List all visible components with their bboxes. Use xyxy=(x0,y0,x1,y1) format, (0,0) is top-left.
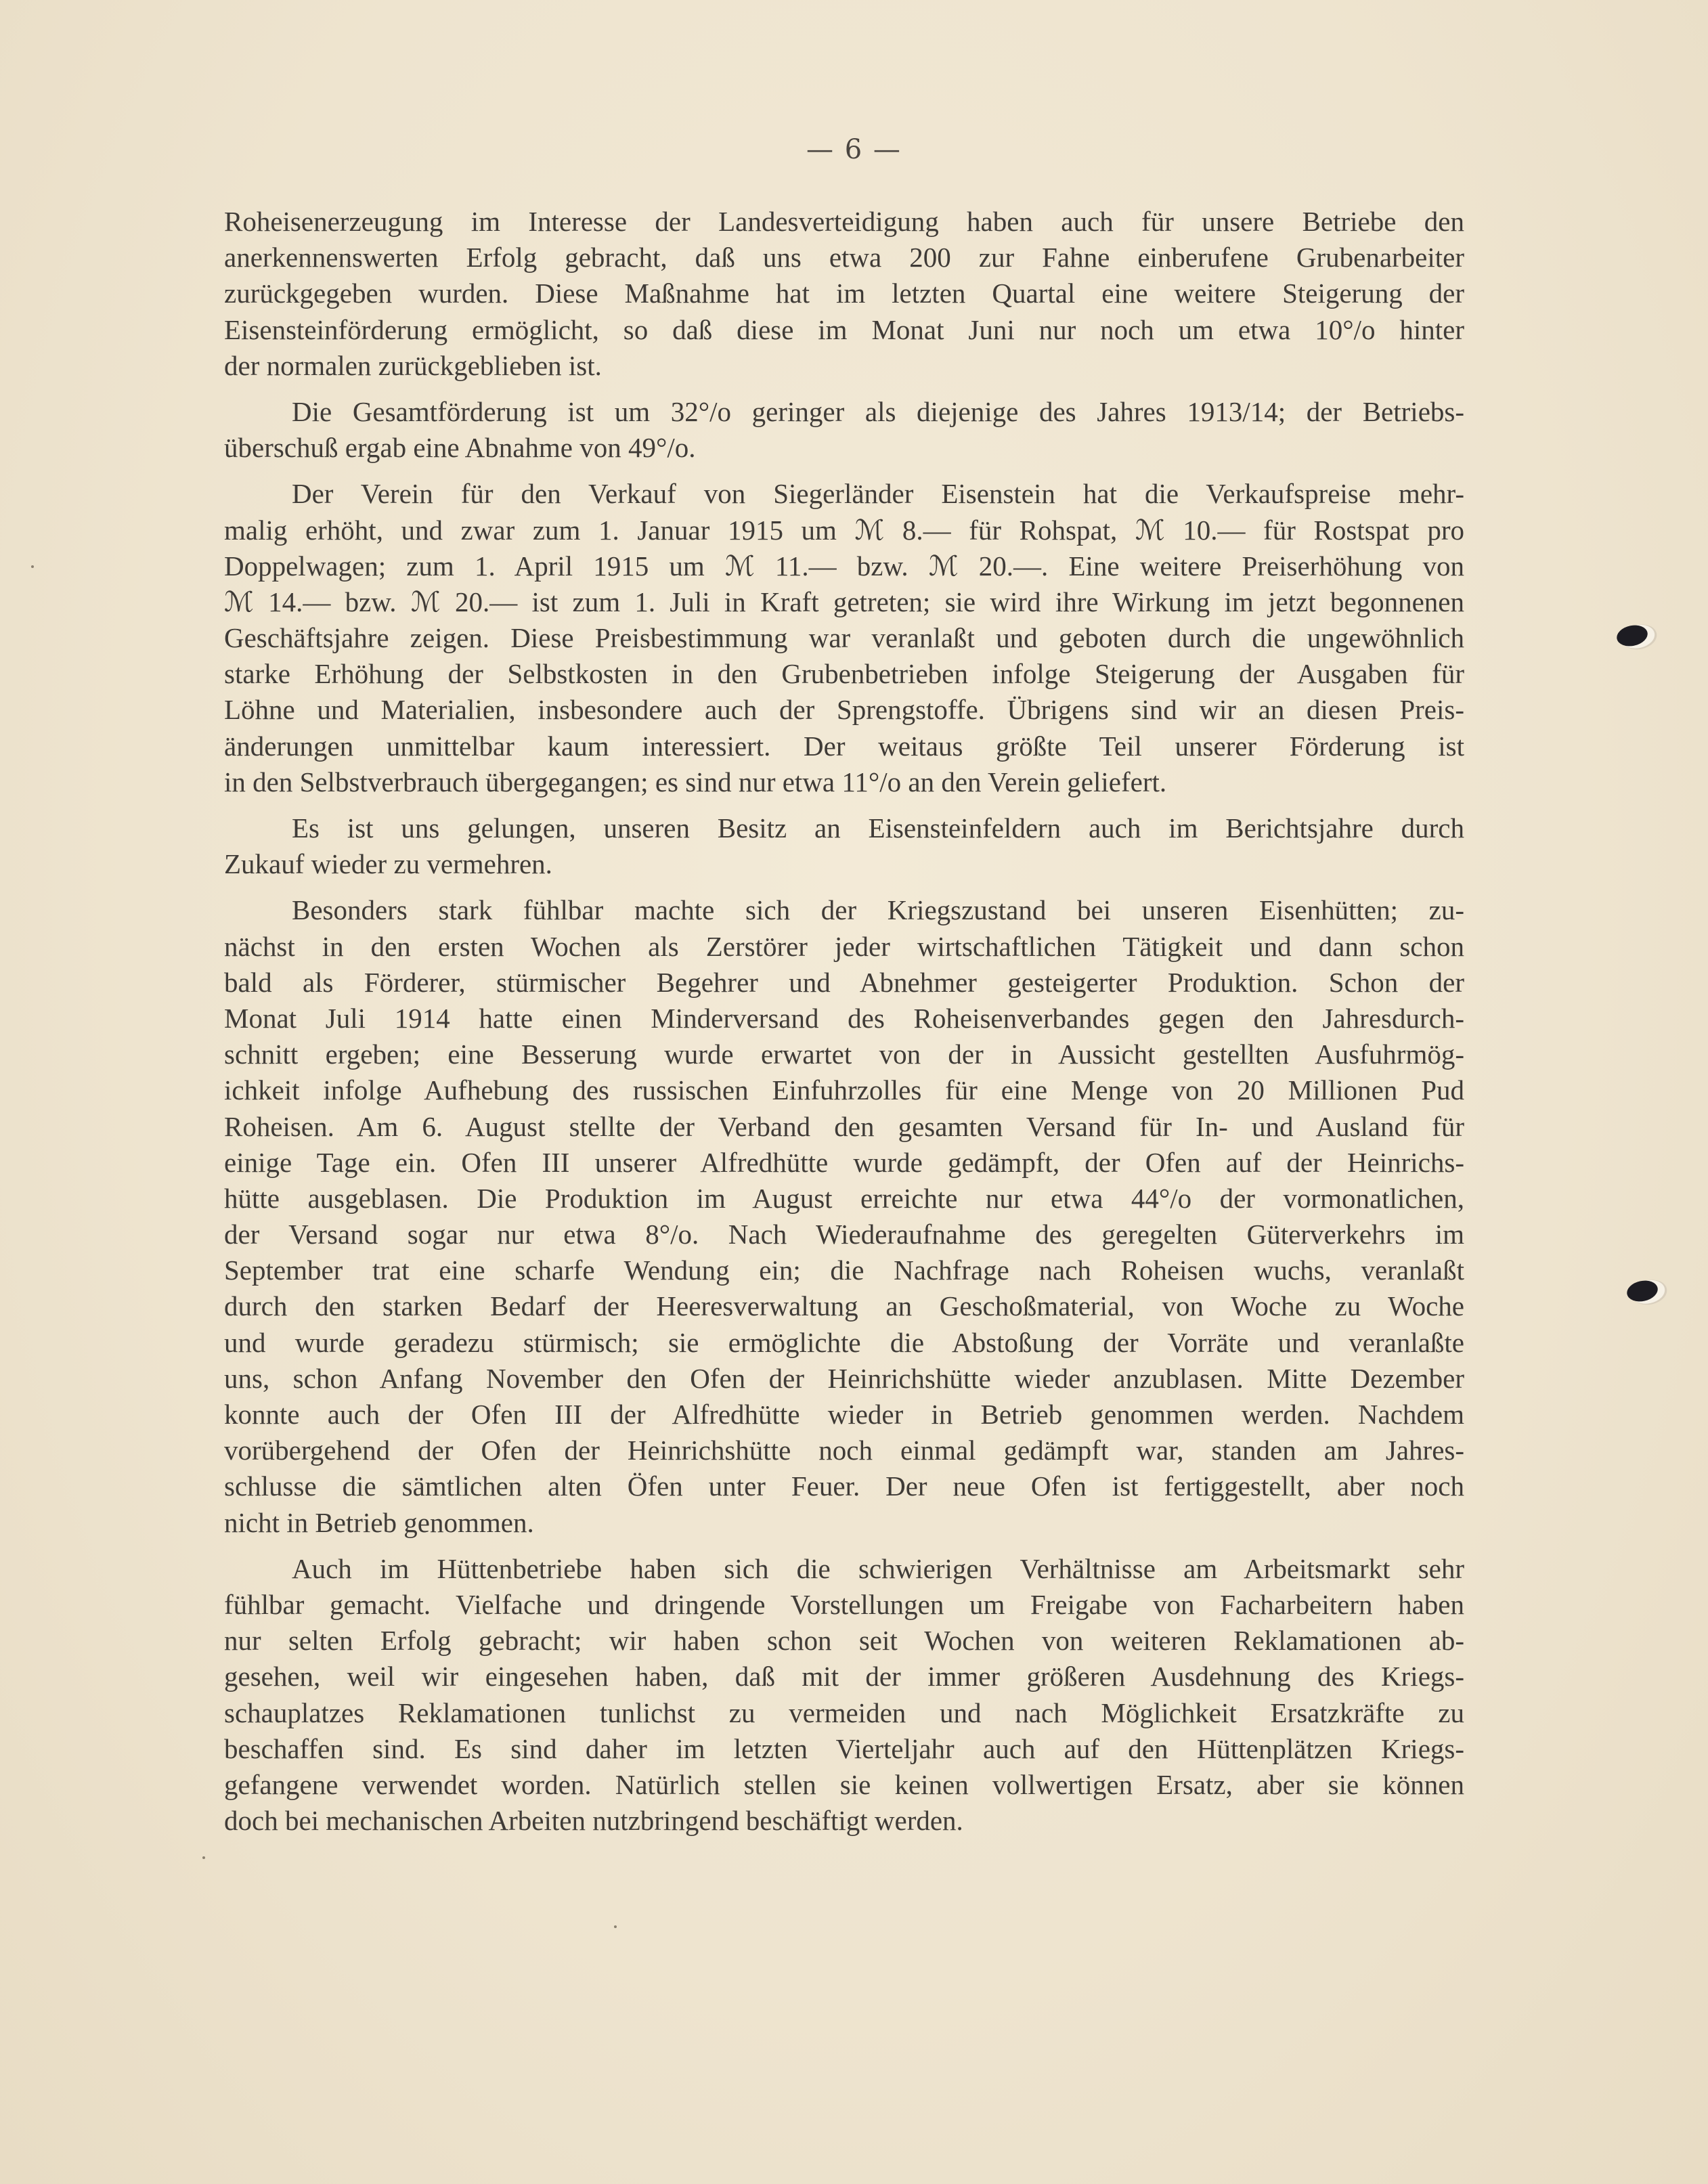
text-line: ℳ 14.— bzw. ℳ 20.— ist zum 1. Juli in Kraft getreten; sie wird ihre Wirkung im jetzt begonnenen xyxy=(224,586,1464,617)
text-line: durch den starken Bedarf der Heeresverwaltung an Geschoßmaterial, von Woche zu Woche xyxy=(224,1290,1464,1322)
text-line: Roheisenerzeugung im Interesse der Landesverteidigung haben auch für unsere Betriebe den xyxy=(224,206,1464,237)
text-line: schlusse die sämtlichen alten Öfen unter Feuer. Der neue Ofen ist fertiggestellt, aber noch xyxy=(224,1470,1464,1502)
text-line: Roheisen. Am 6. August stellte der Verband den gesamten Versand für In- und Ausland für xyxy=(224,1110,1464,1142)
text-line: konnte auch der Ofen III der Alfredhütte wieder in Betrieb genommen werden. Nachdem xyxy=(224,1399,1464,1430)
text-line: überschuß ergab eine Abnahme von 49°/o. xyxy=(224,432,696,464)
text-line: schnitt ergeben; eine Besserung wurde erwartet von der in Aussicht gestellten Ausfuhrmög- xyxy=(224,1039,1464,1070)
text-line: beschaffen sind. Es sind daher im letzten Vierteljahr auch auf den Hüttenplätzen Kriegs- xyxy=(224,1732,1464,1764)
text-line: Geschäftsjahre zeigen. Diese Preisbestimmung war veranlaßt und geboten durch die ungewöhnlich xyxy=(224,622,1464,654)
text-line: Löhne und Materialien, insbesondere auch der Sprengstoffe. Übrigens sind wir an diesen Preis- xyxy=(224,694,1464,726)
text-line: September trat eine scharfe Wendung ein; die Nachfrage nach Roheisen wuchs, veranlaßt xyxy=(224,1254,1464,1286)
text-line: Der Verein für den Verkauf von Siegerländer Eisenstein hat die Verkaufspreise mehr- xyxy=(292,478,1464,510)
paper-speck xyxy=(31,565,34,568)
text-line: ichkeit infolge Aufhebung des russischen Einfuhrzolles für eine Menge von 20 Millionen Pud xyxy=(224,1074,1464,1106)
text-line: Zukauf wieder zu vermehren. xyxy=(224,848,552,880)
text-line: Doppelwagen; zum 1. April 1915 um ℳ 11.— bzw. ℳ 20.—. Eine weitere Preiserhöhung von xyxy=(224,550,1464,582)
text-line: starke Erhöhung der Selbstkosten in den Grubenbetrieben infolge Steigerung der Ausgaben für xyxy=(224,658,1464,690)
paragraph xyxy=(224,204,1464,384)
body-text xyxy=(224,204,1464,1849)
text-line: hütte ausgeblasen. Die Produktion im August erreichte nur etwa 44°/o der vormonatlichen, xyxy=(224,1182,1464,1214)
paragraph xyxy=(224,476,1464,800)
text-line: Die Gesamtförderung ist um 32°/o geringer als diejenige des Jahres 1913/14; der Betriebs- xyxy=(292,395,1464,427)
text-line: bald als Förderer, stürmischer Begehrer und Abnehmer gesteigerter Produktion. Schon der xyxy=(224,966,1464,998)
text-line: der normalen zurückgeblieben ist. xyxy=(224,349,602,381)
paper-speck xyxy=(202,1856,205,1859)
text-line: Es ist uns gelungen, unseren Besitz an Eisensteinfeldern auch im Berichtsjahre durch xyxy=(292,812,1464,844)
text-line: fühlbar gemacht. Vielfache und dringende Vorstellungen um Freigabe von Facharbeitern haben xyxy=(224,1588,1464,1620)
text-line: schauplatzes Reklamationen tunlichst zu vermeiden und nach Möglichkeit Ersatzkräfte zu xyxy=(224,1697,1464,1728)
text-line: malig erhöht, und zwar zum 1. Januar 1915 um ℳ 8.— für Rohspat, ℳ 10.— für Rostspat pro xyxy=(224,514,1464,546)
paragraph xyxy=(224,394,1464,466)
text-line: in den Selbstverbrauch übergegangen; es sind nur etwa 11°/o an den Verein geliefert. xyxy=(224,766,1167,798)
paper-speck xyxy=(614,1925,617,1928)
text-line: Auch im Hüttenbetriebe haben sich die schwierigen Verhältnisse am Arbeitsmarkt sehr xyxy=(292,1552,1464,1584)
text-line: gefangene verwendet worden. Natürlich stellen sie keinen vollwertigen Ersatz, aber sie können xyxy=(224,1768,1464,1800)
paragraph xyxy=(224,810,1464,882)
text-line: Besonders stark fühlbar machte sich der Kriegszustand bei unseren Eisenhütten; zu- xyxy=(292,894,1464,926)
punch-hole-top xyxy=(1615,623,1649,649)
text-line: anerkennenswerten Erfolg gebracht, daß uns etwa 200 zur Fahne einberufene Grubenarbeiter xyxy=(224,242,1464,274)
text-line: Monat Juli 1914 hatte einen Minderversand des Roheisenverbandes gegen den Jahresdurch- xyxy=(224,1002,1464,1034)
text-line: nur selten Erfolg gebracht; wir haben schon seit Wochen von weiteren Reklamationen ab- xyxy=(224,1625,1464,1657)
text-line: doch bei mechanischen Arbeiten nutzbringend beschäftigt werden. xyxy=(224,1805,963,1837)
text-line: nicht in Betrieb genommen. xyxy=(224,1506,534,1538)
text-line: und wurde geradezu stürmisch; sie ermöglichte die Abstoßung der Vorräte und veranlaßte xyxy=(224,1326,1464,1358)
text-line: vorübergehend der Ofen der Heinrichshütte noch einmal gedämpft war, standen am Jahres- xyxy=(224,1435,1464,1466)
text-line: zurückgegeben wurden. Diese Maßnahme hat im letzten Quartal eine weitere Steigerung der xyxy=(224,278,1464,309)
text-line: einige Tage ein. Ofen III unserer Alfredhütte wurde gedämpft, der Ofen auf der Heinrichs- xyxy=(224,1146,1464,1178)
text-line: der Versand sogar nur etwa 8°/o. Nach Wiederaufnahme des geregelten Güterverkehrs im xyxy=(224,1219,1464,1250)
paragraph xyxy=(224,892,1464,1540)
text-line: nächst in den ersten Wochen als Zerstörer jeder wirtschaftlichen Tätigkeit und dann schon xyxy=(224,930,1464,962)
text-line: gesehen, weil wir eingesehen haben, daß mit der immer größeren Ausdehnung des Kriegs- xyxy=(224,1661,1464,1692)
paragraph xyxy=(224,1551,1464,1839)
text-line: änderungen unmittelbar kaum interessiert. Der weitaus größte Teil unserer Förderung ist xyxy=(224,730,1464,762)
punch-hole-bottom xyxy=(1625,1278,1659,1305)
text-line: Eisensteinförderung ermöglicht, so daß diese im Monat Juni nur noch um etwa 10°/o hinter xyxy=(224,313,1464,345)
page-number: — 6 — xyxy=(806,134,902,165)
text-line: uns, schon Anfang November den Ofen der Heinrichshütte wieder anzublasen. Mitte Dezember xyxy=(224,1362,1464,1394)
